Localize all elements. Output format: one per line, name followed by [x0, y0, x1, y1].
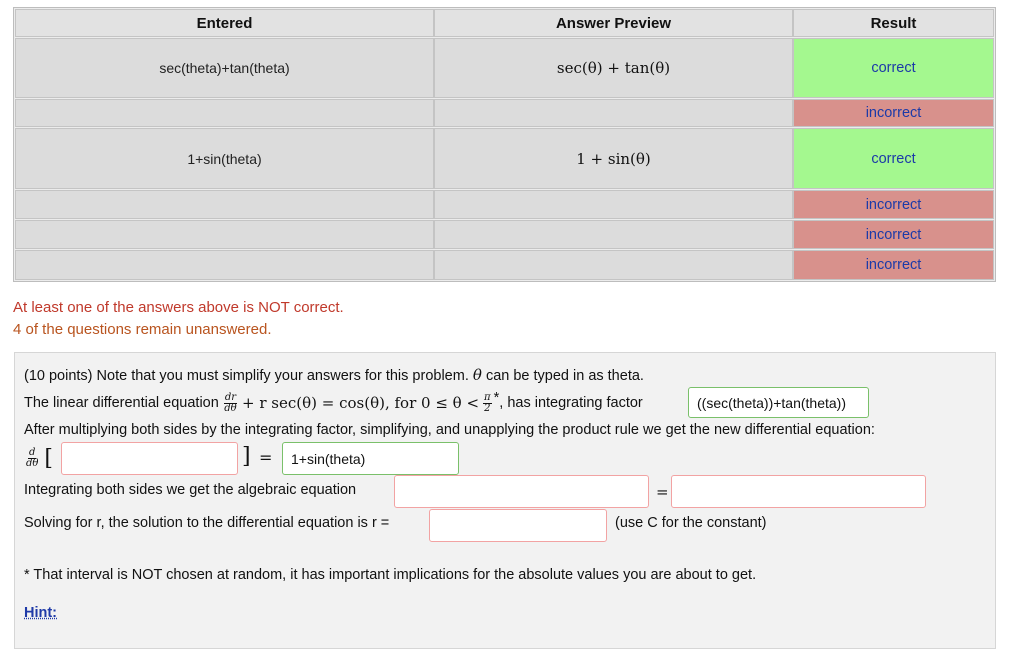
fraction-pi-over-two [483, 393, 492, 414]
preview-cell-5 [434, 220, 793, 249]
entered-cell-1: sec(theta)+tan(theta) [15, 38, 434, 98]
derivative-line [24, 444, 53, 472]
bracket-close: ] [242, 444, 251, 469]
entered-cell-3: 1+sin(theta) [15, 128, 434, 189]
integrating-factor-text: , has integrating factor [499, 395, 643, 411]
integrate-rhs-input[interactable] [671, 475, 926, 508]
fraction-denominator: 2 [484, 402, 491, 414]
not-correct-message: At least one of the answers above is NOT correct. [13, 299, 344, 316]
preview-cell-2 [434, 99, 793, 127]
linear-equation-line [24, 390, 643, 416]
fraction-denominator: dθ [26, 457, 39, 469]
derivative-input[interactable] [61, 442, 238, 475]
bracket-open: [ [44, 445, 54, 471]
fraction-numerator: dr [224, 391, 236, 403]
intro-suffix: can be typed in as theta. [485, 368, 644, 384]
result-cell-1: correct [793, 38, 994, 98]
header-result: Result [793, 9, 994, 37]
result-cell-3: correct [793, 128, 994, 189]
entered-cell-6 [15, 250, 434, 280]
rhs-input[interactable]: 1+sin(theta) [282, 442, 459, 475]
fraction-numerator: π [484, 391, 491, 403]
integrating-text: Integrating both sides we get the algebraic equation [24, 482, 357, 498]
unanswered-message: 4 of the questions remain unanswered. [13, 321, 272, 338]
results-table [13, 7, 996, 282]
problem-intro [24, 366, 644, 384]
equals-sign: = [656, 483, 669, 501]
fraction-d-dtheta [26, 448, 38, 469]
entered-cell-2 [15, 99, 434, 127]
result-cell-6: incorrect [793, 250, 994, 280]
preview-cell-1: sec(θ) + tan(θ) [434, 38, 793, 98]
hint-link[interactable]: Hint: [24, 605, 58, 621]
theta-symbol: θ [472, 366, 482, 384]
integrating-factor-input[interactable]: ((sec(theta))+tan(theta)) [688, 387, 869, 418]
intro-prefix: (10 points) Note that you must simplify your answers for this problem. [24, 368, 469, 384]
header-entered: Entered [15, 9, 434, 37]
constant-note: (use C for the constant) [615, 515, 767, 531]
entered-cell-5 [15, 220, 434, 249]
equation-text: + r sec(θ) = cos(θ), for 0 ≤ θ < [242, 394, 480, 412]
preview-cell-3: 1 + sin(θ) [434, 128, 793, 189]
footnote: * That interval is NOT chosen at random, it has important implications for the absolute values you are about to get. [24, 567, 757, 583]
entered-cell-4 [15, 190, 434, 219]
fraction-numerator: d [29, 446, 36, 458]
result-cell-2: incorrect [793, 99, 994, 127]
solving-text: Solving for r, the solution to the differential equation is r = [24, 515, 390, 531]
fraction-dr-dtheta [224, 393, 237, 414]
preview-cell-4 [434, 190, 793, 219]
result-cell-5: incorrect [793, 220, 994, 249]
fraction-denominator: dθ [224, 402, 237, 414]
solution-input[interactable] [429, 509, 607, 542]
asterisk-mark: * [493, 390, 500, 406]
preview-cell-6 [434, 250, 793, 280]
multiply-text: After multiplying both sides by the integrating factor, simplifying, and unapplying the product rule we get the new differential equation: [24, 422, 875, 438]
header-answer-preview: Answer Preview [434, 9, 793, 37]
linear-prefix: The linear differential equation [24, 395, 219, 411]
integrate-lhs-input[interactable] [394, 475, 649, 508]
result-cell-4: incorrect [793, 190, 994, 219]
equals-sign: = [259, 448, 273, 467]
